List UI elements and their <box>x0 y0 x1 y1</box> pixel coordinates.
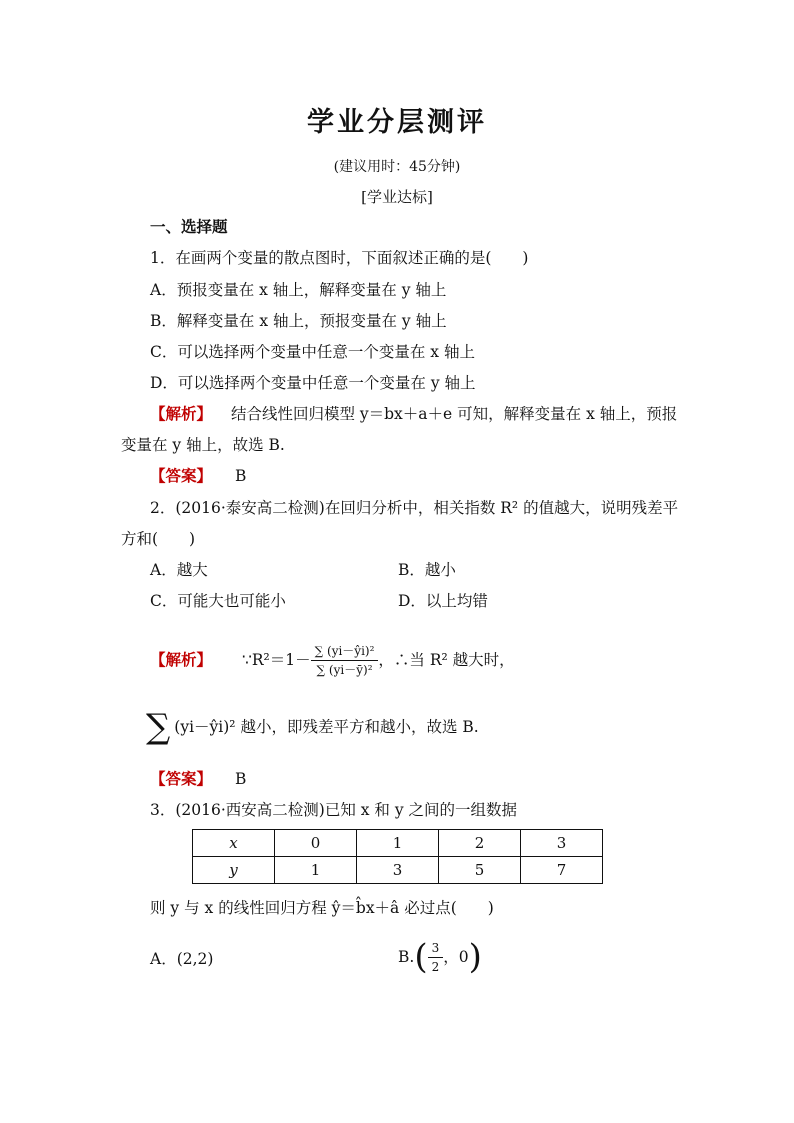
q1-analysis-cont: 变量在 y 轴上，故选 B. <box>121 436 285 454</box>
q2-option-a: A．越大 <box>150 561 208 579</box>
table-cell: y <box>193 857 275 884</box>
q2-analysis-cont-text: (yi－ŷi)² 越小，即残差平方和越小，故选 B. <box>174 718 479 736</box>
option-b-label: B. <box>398 948 415 966</box>
q2-answer-value: B <box>234 770 247 788</box>
option-b-fraction <box>428 941 444 974</box>
table-row <box>193 857 603 884</box>
q1-option-b: B．解释变量在 x 轴上，预报变量在 y 轴上 <box>150 312 447 330</box>
page-title: 学业分层测评 <box>307 107 487 138</box>
table-row <box>193 830 603 857</box>
answer-tag: 【答案】 <box>150 769 213 788</box>
data-table <box>192 829 603 884</box>
q1-stem: 1．在画两个变量的散点图时，下面叙述正确的是( ) <box>150 249 529 267</box>
part-heading: 一、选择题 <box>150 217 228 236</box>
q2-answer <box>150 768 246 790</box>
table-cell: 0 <box>275 830 357 857</box>
q2-analysis-cont <box>146 707 479 747</box>
q1-answer-value: B <box>234 467 247 485</box>
q2-stem-cont: 方和( ) <box>121 530 196 548</box>
left-paren: ( <box>414 937 428 977</box>
q1-analysis-text: 结合线性回归模型 y＝bx＋a＋e 可知，解释变量在 x 轴上，预报 <box>230 405 678 423</box>
table-cell: x <box>193 830 275 857</box>
q2-option-b: B．越小 <box>398 561 456 579</box>
q2-stem: 2．(2016·泰安高二检测)在回归分析中，相关指数 R² 的值越大，说明残差平 <box>150 499 679 517</box>
fraction-numerator: 3 <box>428 941 444 958</box>
q1-option-d: D．可以选择两个变量中任意一个变量在 y 轴上 <box>150 374 476 392</box>
fraction-denominator: ∑ (yi－ȳ)² <box>316 662 373 677</box>
section-label: [学业达标] <box>361 188 433 206</box>
table-cell: 7 <box>521 857 603 884</box>
analysis-tag: 【解析】 <box>150 650 213 669</box>
analysis-tag: 【解析】 <box>150 404 213 423</box>
q1-analysis <box>150 403 677 425</box>
table-cell: 3 <box>521 830 603 857</box>
time-note: (建议用时：45分钟) <box>333 159 461 175</box>
formula-tail: ，∴当 R² 越大时， <box>378 651 515 669</box>
table-cell: 1 <box>357 830 439 857</box>
option-b-tail: ，0 <box>443 948 469 966</box>
r-squared-fraction <box>311 644 379 677</box>
q1-option-c: C．可以选择两个变量中任意一个变量在 x 轴上 <box>150 343 475 361</box>
summation-symbol: ∑ <box>146 707 171 747</box>
q2-analysis <box>150 632 515 688</box>
q1-option-a: A．预报变量在 x 轴上，解释变量在 y 轴上 <box>150 281 447 299</box>
q3-option-a: A．(2,2) <box>150 950 214 968</box>
answer-tag: 【答案】 <box>150 466 213 485</box>
q3-option-b <box>398 937 482 977</box>
table-cell: 2 <box>439 830 521 857</box>
q3-stem-cont: 则 y 与 x 的线性回归方程 ŷ＝b̂x＋â 必过点( ) <box>150 899 494 917</box>
table-cell: 5 <box>439 857 521 884</box>
formula-lhs: ∵R²＝1－ <box>242 651 311 669</box>
q1-answer <box>150 465 246 487</box>
q2-option-d: D．以上均错 <box>398 592 488 610</box>
q3-stem: 3．(2016·西安高二检测)已知 x 和 y 之间的一组数据 <box>150 801 518 819</box>
q2-option-c: C．可能大也可能小 <box>150 592 286 610</box>
right-paren: ) <box>468 937 482 977</box>
fraction-denominator: 2 <box>431 959 440 974</box>
table-cell: 3 <box>357 857 439 884</box>
table-cell: 1 <box>275 857 357 884</box>
fraction-numerator: ∑ (yi－ŷi)² <box>311 644 379 661</box>
